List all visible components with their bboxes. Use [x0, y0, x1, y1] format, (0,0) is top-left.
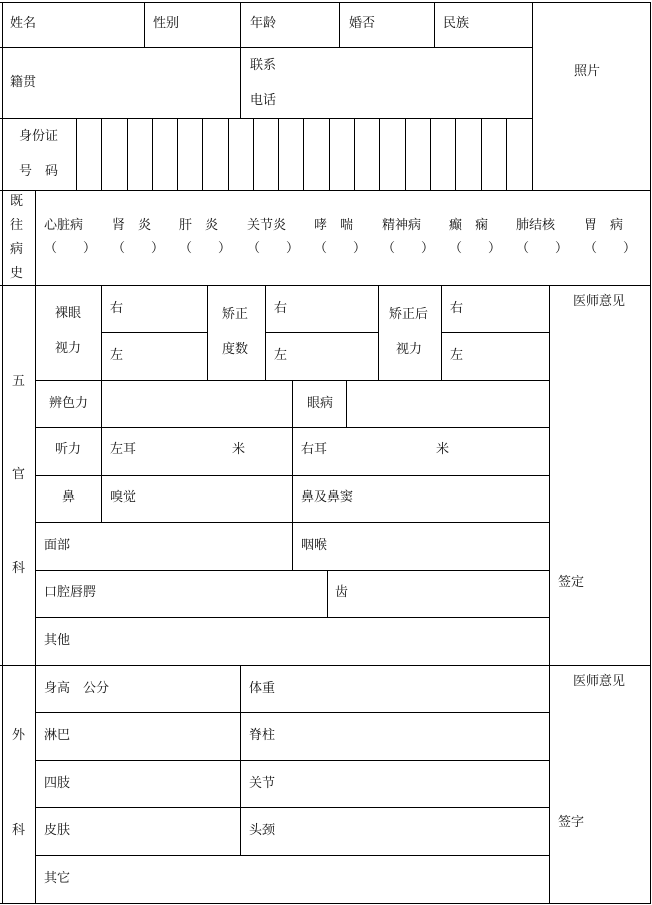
- after-right-label: 右: [450, 301, 464, 316]
- rule: [207, 285, 208, 380]
- naked-right-label: 右: [110, 301, 124, 316]
- right-ear-label: 右耳: [301, 442, 328, 457]
- rule: [434, 2, 435, 47]
- teeth-label: 齿: [335, 585, 349, 600]
- disease-epilepsy-check: （ ）: [449, 241, 502, 256]
- throat-label: 咽喉: [301, 538, 328, 553]
- disease-asthma-check: （ ）: [314, 241, 367, 256]
- surgery-label-2: 科: [12, 823, 26, 838]
- ent-label-2: 官: [12, 467, 26, 482]
- color-vision-label: 辨色力: [49, 396, 89, 411]
- rule: [0, 190, 651, 191]
- rule: [379, 118, 380, 190]
- ent-label-3: 科: [12, 561, 26, 576]
- rule: [354, 118, 355, 190]
- id-label-1: 身份证: [19, 129, 59, 144]
- rule: [228, 118, 229, 190]
- rule: [455, 118, 456, 190]
- limbs-label: 四肢: [44, 776, 71, 791]
- rule: [0, 2, 651, 3]
- correction-left-label: 左: [274, 348, 288, 363]
- rule: [303, 118, 304, 190]
- rule: [506, 118, 507, 190]
- right-ear-unit: 米: [436, 442, 450, 457]
- history-label-4: 史: [10, 266, 24, 281]
- rule: [35, 712, 549, 713]
- rule: [0, 285, 651, 286]
- rule: [430, 118, 431, 190]
- history-label-3: 病: [10, 242, 24, 257]
- disease-tb-check: （ ）: [516, 241, 569, 256]
- after-correction-label-2: 视力: [396, 342, 423, 357]
- disease-arthritis: 关节炎: [247, 218, 287, 233]
- rule: [35, 855, 549, 856]
- rule: [35, 190, 36, 285]
- naked-vision-label-2: 视力: [55, 341, 82, 356]
- disease-hepatitis: 肝 炎: [179, 218, 219, 233]
- rule: [0, 903, 651, 904]
- rule: [339, 2, 340, 47]
- left-ear-label: 左耳: [110, 442, 137, 457]
- rule: [101, 118, 102, 190]
- rule: [35, 570, 549, 571]
- name-label: 姓名: [10, 16, 37, 31]
- disease-heart-check: （ ）: [44, 241, 97, 256]
- disease-mental: 精神病: [382, 218, 422, 233]
- correction-right-label: 右: [274, 301, 288, 316]
- rule: [292, 380, 293, 570]
- height-label: 身高 公分: [44, 681, 110, 696]
- rule: [481, 118, 482, 190]
- rule: [441, 332, 549, 333]
- eye-disease-label: 眼病: [307, 396, 334, 411]
- rule: [346, 380, 347, 427]
- rule: [101, 285, 102, 380]
- rule: [101, 380, 102, 522]
- rule: [177, 118, 178, 190]
- id-label-2: 号 码: [19, 164, 59, 179]
- ent-doctor-opinion-label: 医师意见: [573, 294, 626, 309]
- rule: [2, 2, 3, 903]
- native-place-label: 籍贯: [10, 75, 37, 90]
- rule: [405, 118, 406, 190]
- weight-label: 体重: [249, 681, 276, 696]
- rule: [240, 2, 241, 118]
- ent-label-1: 五: [12, 374, 26, 389]
- rule: [532, 2, 533, 190]
- rule: [265, 285, 266, 380]
- marital-label: 婚否: [349, 16, 376, 31]
- rule: [35, 285, 36, 903]
- rule: [202, 118, 203, 190]
- disease-asthma: 哮 喘: [314, 218, 354, 233]
- disease-stomach: 胃 病: [584, 218, 624, 233]
- sinus-label: 鼻及鼻窦: [301, 490, 354, 505]
- rule: [265, 332, 378, 333]
- lymph-label: 淋巴: [44, 728, 71, 743]
- joints-label: 关节: [249, 776, 276, 791]
- rule: [76, 118, 77, 190]
- after-left-label: 左: [450, 348, 464, 363]
- rule: [441, 285, 442, 380]
- oral-label: 口腔唇腭: [44, 585, 97, 600]
- contact-label-1: 联系: [250, 58, 277, 73]
- rule: [0, 665, 651, 666]
- disease-stomach-check: （ ）: [584, 241, 637, 256]
- age-label: 年龄: [250, 16, 277, 31]
- disease-heart: 心脏病: [44, 218, 84, 233]
- rule: [327, 570, 328, 617]
- surgery-label-1: 外: [12, 728, 26, 743]
- gender-label: 性别: [153, 16, 180, 31]
- correction-label-1: 矫正: [222, 307, 249, 322]
- skin-label: 皮肤: [44, 823, 71, 838]
- photo-label: 照片: [574, 64, 601, 79]
- correction-label-2: 度数: [222, 342, 249, 357]
- rule: [549, 285, 550, 903]
- disease-mental-check: （ ）: [382, 241, 435, 256]
- surgery-sign-label: 签字: [558, 815, 585, 830]
- contact-label-2: 电话: [250, 93, 277, 108]
- ent-sign-label: 签定: [558, 575, 585, 590]
- head-neck-label: 头颈: [249, 823, 276, 838]
- nose-label: 鼻: [62, 490, 76, 505]
- disease-nephritis-check: （ ）: [112, 241, 165, 256]
- history-label-1: 既: [10, 194, 24, 209]
- face-label: 面部: [44, 538, 71, 553]
- disease-arthritis-check: （ ）: [247, 241, 300, 256]
- rule: [0, 47, 532, 48]
- naked-left-label: 左: [110, 348, 124, 363]
- rule: [278, 118, 279, 190]
- rule: [329, 118, 330, 190]
- rule: [127, 118, 128, 190]
- left-ear-unit: 米: [232, 442, 246, 457]
- rule: [35, 760, 549, 761]
- rule: [35, 807, 549, 808]
- disease-nephritis: 肾 炎: [112, 218, 152, 233]
- surgery-doctor-opinion-label: 医师意见: [573, 674, 626, 689]
- ent-other-label: 其他: [44, 633, 71, 648]
- rule: [152, 118, 153, 190]
- rule: [35, 617, 549, 618]
- after-correction-label-1: 矫正后: [389, 307, 429, 322]
- naked-vision-label-1: 裸眼: [55, 306, 82, 321]
- hearing-label: 听力: [55, 442, 82, 457]
- smell-label: 嗅觉: [110, 490, 137, 505]
- rule: [650, 2, 651, 903]
- spine-label: 脊柱: [249, 728, 276, 743]
- disease-epilepsy: 癫 痫: [449, 218, 489, 233]
- rule: [240, 665, 241, 855]
- ethnicity-label: 民族: [443, 16, 470, 31]
- surgery-other-label: 其它: [44, 871, 71, 886]
- history-label-2: 往: [10, 218, 24, 233]
- rule: [378, 285, 379, 380]
- rule: [144, 2, 145, 47]
- disease-hepatitis-check: （ ）: [179, 241, 232, 256]
- rule: [253, 118, 254, 190]
- rule: [101, 332, 207, 333]
- disease-tb: 肺结核: [516, 218, 556, 233]
- rule: [0, 118, 532, 119]
